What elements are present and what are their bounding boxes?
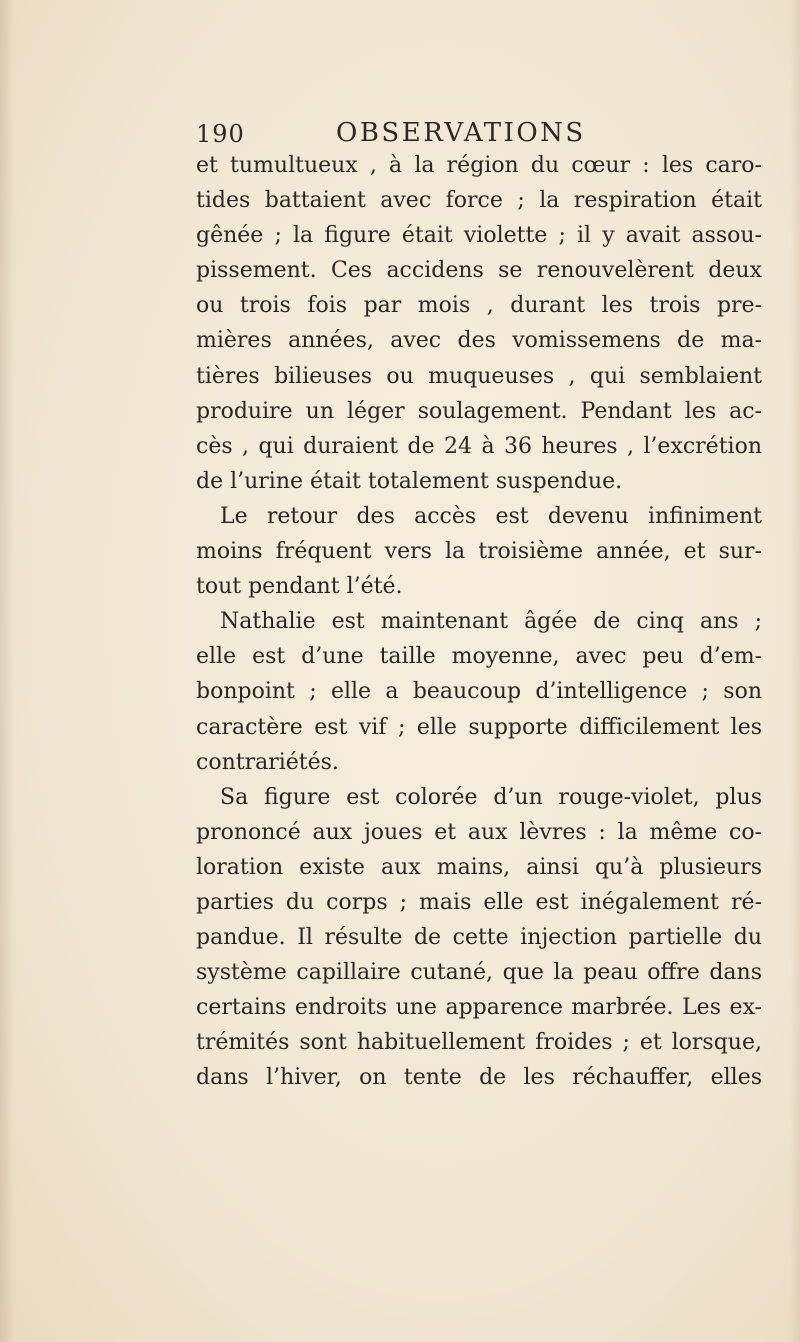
running-title: OBSERVATIONS (336, 118, 586, 148)
page-edge-shadow (790, 0, 800, 1342)
text-line: système capillaire cutané, que la peau offre dans (196, 960, 762, 986)
text-line: bonpoint ; elle a beaucoup d’intelligence ; son (196, 679, 762, 705)
text-line: tières bilieuses ou muqueuses , qui semblaient (196, 363, 762, 389)
text-line: contrariétés. (196, 749, 339, 775)
text-line: de l’urine était totalement suspendue. (196, 468, 623, 494)
text-line: et tumultueux , à la région du cœur : les caro- (196, 153, 762, 178)
text-line: dans l’hiver, on tente de les réchauffer, elles (196, 1065, 762, 1091)
page-gutter-shadow (0, 0, 14, 1342)
text-line: trémités sont habituellement froides ; et lorsque, (196, 1030, 762, 1056)
body-text (196, 148, 762, 1096)
text-line: caractère est vif ; elle supporte difficilement les (196, 714, 762, 740)
paragraph-first-line: Sa figure est colorée d’un rouge-violet, plus (220, 784, 762, 810)
text-line: pissement. Ces accidens se renouvelèrent deux (196, 258, 762, 284)
text-line: produire un léger soulagement. Pendant les ac- (196, 398, 762, 424)
text-line: elle est d’une taille moyenne, avec peu d’em- (196, 644, 762, 670)
text-line: certains endroits une apparence marbrée. Les ex- (196, 995, 762, 1021)
text-line: prononcé aux joues et aux lèvres : la même co- (196, 819, 762, 845)
text-line: pandue. Il résulte de cette injection partielle du (196, 925, 762, 951)
text-line: parties du corps ; mais elle est inégalement ré- (196, 889, 762, 915)
text-line: tides battaient avec force ; la respiration était (196, 188, 762, 214)
paragraph-first-line: Le retour des accès est devenu infiniment (220, 503, 762, 529)
text-line: mières années, avec des vomissemens de ma- (196, 328, 762, 354)
text-line: ou trois fois par mois , durant les trois pre- (196, 293, 762, 319)
text-line: cès , qui duraient de 24 à 36 heures , l’excrétion (196, 433, 762, 459)
text-line: loration existe aux mains, ainsi qu’à plusieurs (196, 854, 762, 880)
paragraph-first-line: Nathalie est maintenant âgée de cinq ans ; (220, 609, 762, 635)
text-line: tout pendant l’été. (196, 574, 403, 600)
text-line: gênée ; la figure était violette ; il y avait assou- (196, 223, 762, 249)
text-line: moins fréquent vers la troisième année, et sur- (196, 539, 762, 565)
page-number: 190 (196, 120, 245, 148)
